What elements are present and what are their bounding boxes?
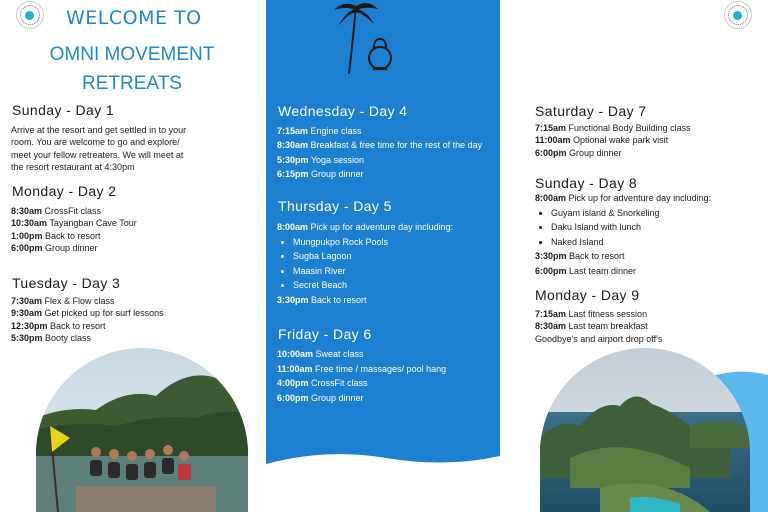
schedule-item [277, 167, 482, 181]
activity-label: Tayangban Cave Tour [47, 218, 137, 229]
schedule-item [535, 122, 691, 134]
schedule-item [277, 138, 482, 152]
activity-label: Booty class [42, 332, 92, 343]
kettlebell-icon [365, 36, 395, 72]
text-line: the resort restaurant at 4:30pm [11, 161, 135, 172]
activity-label: Yoga session [308, 154, 365, 165]
list-item: • Sugba Lagoon [293, 249, 453, 264]
list-item: • Secret Beach [293, 278, 453, 293]
activity-label: CrossFit class [42, 206, 102, 216]
list-item: • Maasin River [293, 264, 453, 279]
time-label: 6:00pm [535, 265, 567, 276]
activity-label: Breakfast & free time for the rest of the day [308, 140, 483, 151]
schedule-item [11, 242, 137, 254]
day-heading-wednesday-4: Wednesday - Day 4 [278, 103, 408, 119]
time-label: 6:00pm [535, 147, 567, 158]
time-label: 11:00am [277, 363, 313, 374]
activity-label: Back to resort [42, 230, 101, 241]
schedule-item [277, 391, 446, 406]
list-item: • Daku Island with lunch [551, 220, 711, 235]
time-label: 6:15pm [277, 168, 309, 179]
activity-label: Pick up for adventure day including: [308, 222, 454, 232]
list-item: • Naked Island [551, 235, 711, 250]
schedule-item [277, 347, 446, 362]
time-label: 6:00pm [11, 242, 43, 253]
friday-schedule [277, 347, 446, 405]
right-panel [500, 0, 768, 512]
time-label: 3:30pm [535, 251, 567, 261]
schedule-note: Goodbye's and airport drop off's [535, 333, 663, 344]
activity-label: Back to resort [47, 320, 106, 331]
day-heading-monday-9: Monday - Day 9 [535, 287, 640, 303]
schedule-item [277, 153, 482, 167]
welcome-heading: WELCOME TO [66, 7, 202, 29]
activity-label: Flex & Flow class [42, 296, 115, 306]
schedule-item [277, 362, 446, 377]
activity-label: Back to resort [308, 294, 367, 305]
adventure-list [535, 206, 711, 250]
day-heading-sunday-1: Sunday - Day 1 [12, 102, 115, 118]
activity-label: Group dinner [42, 242, 98, 253]
activity-label: Group dinner [308, 392, 364, 403]
list-item: • Mungpukpo Rock Pools [293, 235, 453, 250]
schedule-item [535, 191, 711, 206]
schedule-item [535, 264, 711, 279]
time-label: 10:30am [11, 218, 48, 229]
time-label: 11:00am [535, 135, 571, 146]
schedule-item [11, 332, 164, 344]
left-panel [0, 0, 266, 512]
schedule-item [277, 376, 446, 391]
time-label: 5:30pm [11, 332, 43, 343]
monday-schedule [11, 205, 137, 254]
time-label: 5:30pm [277, 154, 309, 165]
time-label: 4:00pm [277, 378, 309, 388]
schedule-item [11, 307, 164, 319]
wave-decoration [266, 440, 500, 512]
activity-label: Back to resort [566, 251, 625, 261]
day-heading-friday-6: Friday - Day 6 [278, 326, 372, 342]
title-line-2: RETREATS [82, 73, 182, 94]
title-line-1: OMNI MOVEMENT [49, 44, 215, 65]
sunday-description [11, 124, 186, 173]
activity-label: CrossFit class [308, 378, 368, 388]
monday-9-schedule [535, 308, 662, 345]
time-label: 12:30pm [11, 320, 48, 331]
time-label: 8:30am [277, 140, 309, 151]
time-label: 7:15am [535, 123, 567, 133]
time-label: 8:30am [535, 321, 567, 332]
thursday-schedule [277, 220, 453, 307]
activity-label: Group dinner [308, 168, 364, 179]
activity-label: Functional Body Building class [566, 123, 691, 133]
adventure-list [277, 235, 453, 293]
wednesday-schedule [277, 124, 482, 181]
time-label: 3:30pm [277, 294, 309, 305]
schedule-item [11, 320, 164, 332]
activity-label: Sweat class [313, 349, 364, 359]
day-heading-sunday-8: Sunday - Day 8 [535, 175, 638, 191]
schedule-item [277, 220, 453, 235]
time-label: 8:00am [535, 193, 567, 203]
tuesday-schedule [11, 295, 164, 344]
text-line: meet your fellow retreaters. We will meet at [11, 149, 184, 160]
activity-label: Get picked up for surf lessons [42, 308, 164, 319]
time-label: 6:00pm [277, 392, 309, 403]
group-beach-photo [36, 348, 248, 512]
day-heading-tuesday-3: Tuesday - Day 3 [12, 275, 121, 291]
text-line: Arrive at the resort and get settled in to your [11, 125, 187, 135]
schedule-item [11, 295, 164, 307]
time-label: 1:00pm [11, 230, 43, 241]
schedule-item [11, 205, 137, 217]
schedule-item [535, 320, 662, 332]
time-label: 7:15am [535, 309, 567, 319]
saturday-schedule [535, 122, 691, 159]
list-item: • Guyam island & Snorkeling [551, 206, 711, 221]
activity-label: Last team breakfast [566, 321, 648, 332]
activity-label: Free time / massages/ pool hang [312, 363, 447, 374]
schedule-item [535, 134, 691, 146]
activity-label: Pick up for adventure day including: [566, 193, 712, 203]
text-line: room. You are welcome to go and explore/ [11, 137, 180, 148]
activity-label: Engine class [308, 126, 362, 136]
day-heading-saturday-7: Saturday - Day 7 [535, 103, 647, 119]
logo-icon [724, 1, 752, 29]
activity-label: Last team dinner [566, 265, 637, 276]
activity-label: Last fitness session [566, 309, 648, 319]
middle-panel [266, 0, 500, 512]
activity-label: Optional wake park visit [570, 135, 669, 146]
logo-icon [16, 1, 44, 29]
time-label: 7:15am [277, 126, 309, 136]
sunday-8-schedule [535, 191, 711, 278]
schedule-item [11, 230, 137, 242]
schedule-item [535, 249, 711, 264]
schedule-item [535, 147, 691, 159]
time-label: 8:00am [277, 222, 309, 232]
day-heading-thursday-5: Thursday - Day 5 [278, 198, 392, 214]
schedule-item [277, 293, 453, 308]
schedule-item [535, 308, 662, 320]
page-title [16, 40, 248, 98]
time-label: 8:30am [11, 206, 43, 216]
time-label: 9:30am [11, 308, 43, 319]
day-heading-monday-2: Monday - Day 2 [12, 183, 117, 199]
time-label: 10:00am [277, 349, 314, 359]
activity-label: Group dinner [566, 147, 622, 158]
schedule-item [277, 124, 482, 138]
schedule-item [11, 217, 137, 229]
time-label: 7:30am [11, 296, 43, 306]
